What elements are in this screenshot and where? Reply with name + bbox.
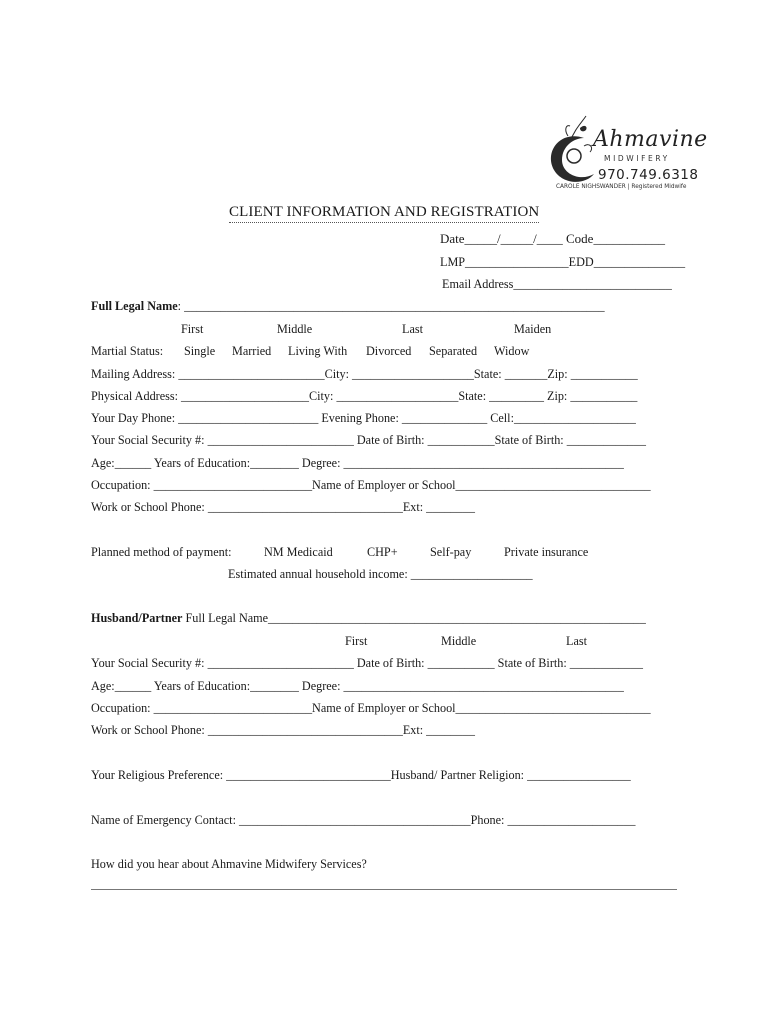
partner-work-phone-line[interactable]: Work or School Phone: ________________________________Ext: ________ (91, 723, 475, 737)
client-name-label: Full Legal Name (91, 299, 178, 313)
household-income-line[interactable]: Estimated annual household income: ____________________ (228, 567, 533, 581)
client-work-phone-line[interactable]: Work or School Phone: ________________________________Ext: ________ (91, 500, 475, 514)
phones-line[interactable]: Your Day Phone: _______________________ Evening Phone: ______________ Cell:____________________ (91, 411, 636, 425)
payment-option-nm-medicaid[interactable]: NM Medicaid (264, 545, 333, 559)
payment-option-self-pay[interactable]: Self-pay (430, 545, 472, 559)
mailing-address-line[interactable]: Mailing Address: ________________________City: ____________________State: _______Zip: ___________ (91, 367, 638, 381)
client-name-last: Last (402, 322, 423, 336)
form-title: CLIENT INFORMATION AND REGISTRATION (229, 203, 539, 223)
lmp-edd-line[interactable]: LMP_________________EDD_______________ (440, 255, 686, 269)
email-line[interactable]: Email Address__________________________ (442, 277, 672, 291)
physical-address-line[interactable]: Physical Address: _____________________City: ____________________State: _________ Zip: ___________ (91, 389, 638, 403)
marital-option-separated[interactable]: Separated (429, 344, 478, 358)
marital-option-divorced[interactable]: Divorced (366, 344, 412, 358)
client-age-line[interactable]: Age:______ Years of Education:________ Degree: ______________________________________________ (91, 456, 624, 470)
client-name-middle: Middle (277, 322, 313, 336)
logo-credit: CAROLE NIGHSWANDER | Registered Midwife (556, 184, 687, 190)
date-code-line[interactable]: Date_____/_____/____ Code___________ (440, 231, 665, 246)
partner-name-first: First (345, 634, 368, 648)
partner-name-last: Last (566, 634, 587, 648)
client-name-first: First (181, 322, 204, 336)
client-name-line[interactable] (91, 298, 605, 314)
partner-occupation-line[interactable]: Occupation: __________________________Name of Employer or School________________________________ (91, 701, 651, 715)
referral-answer-line[interactable] (91, 889, 677, 890)
religion-line[interactable]: Your Religious Preference: ___________________________Husband/ Partner Religion: _________________ (91, 768, 631, 782)
marital-option-widow[interactable]: Widow (494, 344, 530, 358)
partner-name-label: Husband/Partner (91, 611, 183, 625)
partner-name-middle: Middle (441, 634, 477, 648)
client-ssn-line[interactable]: Your Social Security #: ________________________ Date of Birth: ___________State of Birth: _____________ (91, 433, 646, 447)
emergency-contact-line[interactable]: Name of Emergency Contact: ______________________________________Phone: _____________________ (91, 813, 636, 827)
marital-option-living-with[interactable]: Living With (288, 344, 348, 358)
client-name-maiden: Maiden (514, 322, 552, 336)
marital-option-single[interactable]: Single (184, 344, 216, 358)
partner-age-line[interactable]: Age:______ Years of Education:________ Degree: ______________________________________________ (91, 679, 624, 693)
logo-phone: 970.749.6318 (598, 167, 699, 183)
payment-option-private-insurance[interactable]: Private insurance (504, 545, 589, 559)
logo-subtitle: MIDWIFERY (604, 154, 670, 163)
client-occupation-line[interactable]: Occupation: __________________________Name of Employer or School________________________________ (91, 478, 651, 492)
referral-question: How did you hear about Ahmavine Midwifery Services? (91, 857, 367, 871)
partner-name-field[interactable]: Full Legal Name______________________________________________________________ (182, 611, 646, 625)
partner-ssn-line[interactable]: Your Social Security #: ________________________ Date of Birth: ___________ State of Birth: ____________ (91, 656, 643, 670)
marital-label: Martial Status: (91, 344, 164, 358)
partner-name-line[interactable] (91, 610, 646, 626)
payment-option-chp[interactable]: CHP+ (367, 545, 398, 559)
marital-option-married[interactable]: Married (232, 344, 272, 358)
client-name-field[interactable]: : _____________________________________________________________________ (177, 299, 605, 313)
logo-name: Ahmavine (593, 127, 708, 152)
payment-label: Planned method of payment: (91, 545, 232, 559)
